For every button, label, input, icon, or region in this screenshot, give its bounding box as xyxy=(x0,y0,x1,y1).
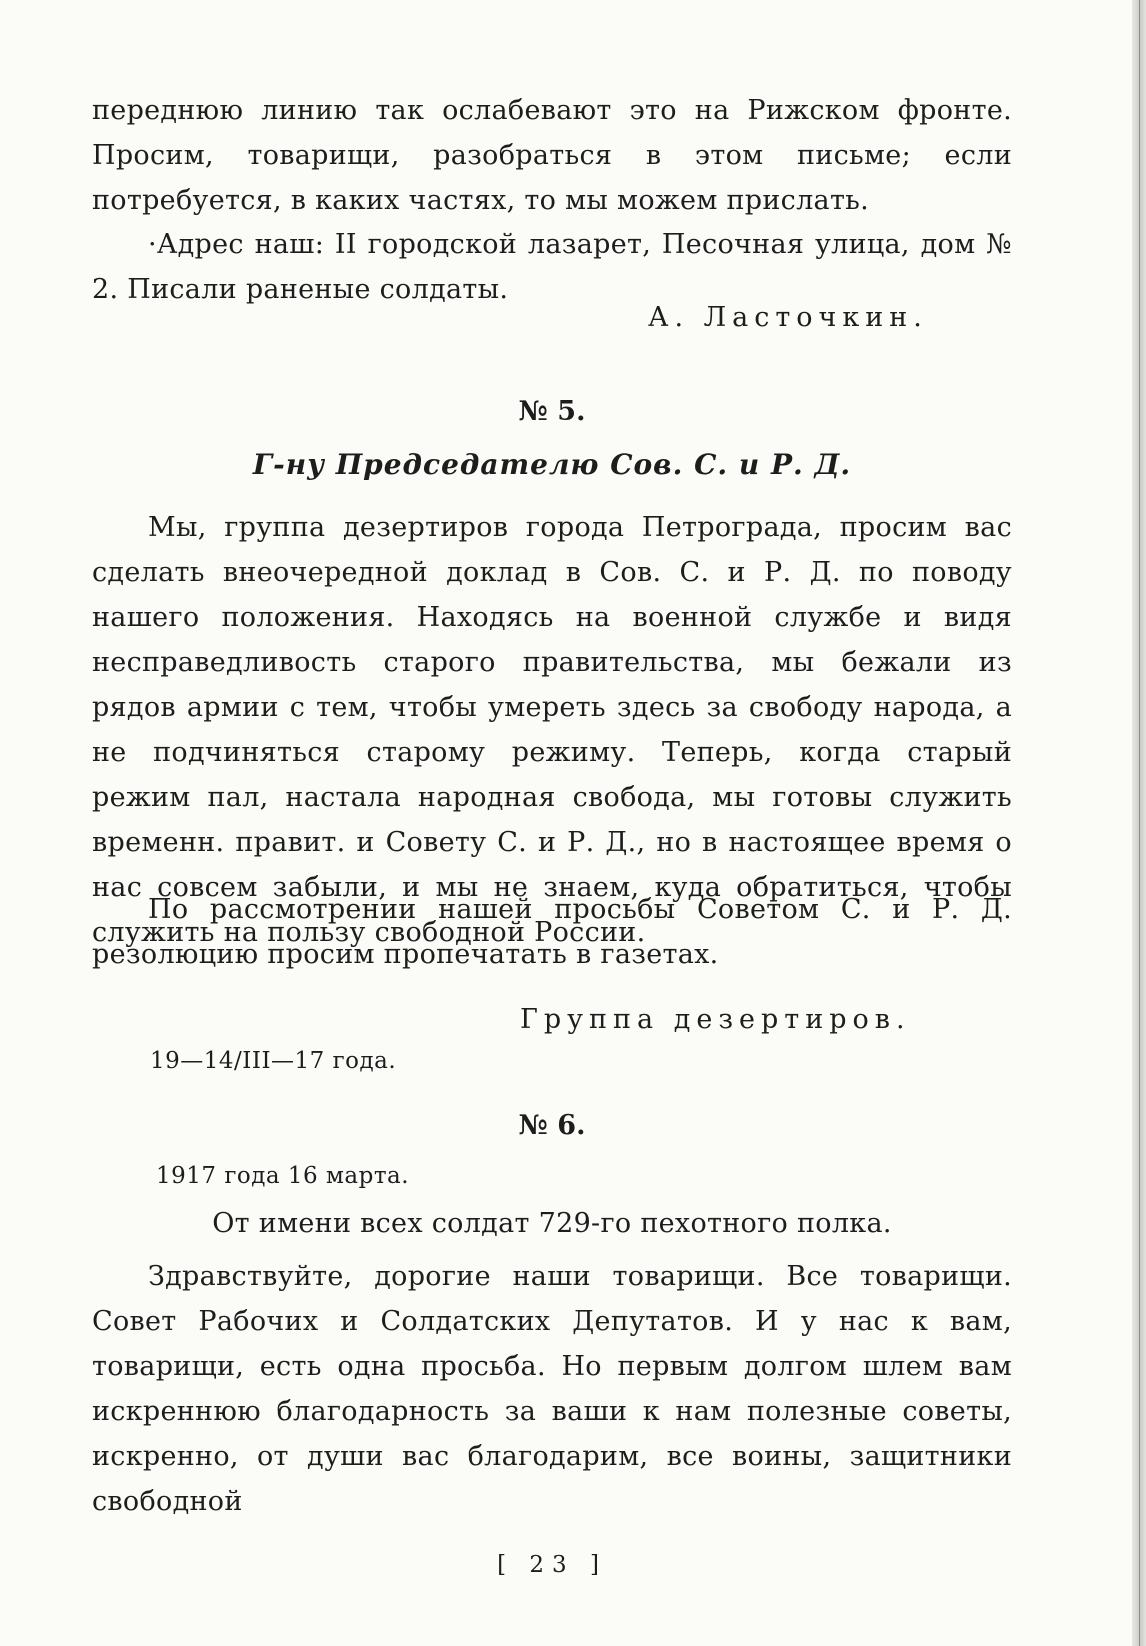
document-6-from-line: От имени всех солдат 729-го пехотного полка. xyxy=(212,1208,892,1239)
signature-deserters: Группа дезертиров. xyxy=(520,1004,911,1035)
document-5-number: № 5. xyxy=(518,396,586,427)
page-number: [ 23 ] xyxy=(497,1552,607,1578)
document-6-number: № 6. xyxy=(518,1110,586,1141)
signature-lastochkin: А. Ласточкин. xyxy=(648,302,928,333)
document-5-date: 19—14/III—17 года. xyxy=(150,1048,397,1074)
document-5-paragraph-2: По рассмотрении нашей просьбы Советом С. и Р. Д. резолюцию просим пропечатать в газетах. xyxy=(92,894,1012,970)
document-6-date: 1917 года 16 марта. xyxy=(156,1163,410,1189)
address-paragraph: ·Адрес наш: II городской лазарет, Песочная улица, дом № 2. Писали раненые солдаты. xyxy=(92,229,1012,305)
page-edge-line xyxy=(1139,0,1140,1646)
document-5-addressee: Г-ну Председателю Сов. С. и Р. Д. xyxy=(252,448,852,481)
document-5-paragraph-1: Мы, группа дезертиров города Петрограда, просим вас сделать внеочередной доклад в Сов. С. и Р. Д. по поводу нашего положения. Находясь на военной службе и видя несправедливость старого правительства, мы бежали из рядов армии с тем, чтобы умереть здесь за свободу народа, а не подчиняться старому режиму. Теперь, когда старый режим пал, настала народная свобода, мы готовы служить временн. правит. и Совету С. и Р. Д., но в настоящее время о нас совсем забыли, и мы не знаем, куда обратиться, чтобы служить на пользу свободной России. xyxy=(92,512,1012,948)
continuation-paragraph: переднюю линию так ослабевают это на Рижском фронте. Просим, товарищи, разобраться в этом письме; если потребуется, в каких частях, то мы можем прислать. xyxy=(92,95,1012,216)
document-6-paragraph-1: Здравствуйте, дорогие наши товарищи. Все товарищи. Совет Рабочих и Солдатских Депутатов. И у нас к вам, товарищи, есть одна просьба. Но первым долгом шлем вам искреннюю благодарность за ваши к нам полезные советы, искренно, от души вас благодарим, все воины, защитники свободной xyxy=(92,1261,1012,1517)
